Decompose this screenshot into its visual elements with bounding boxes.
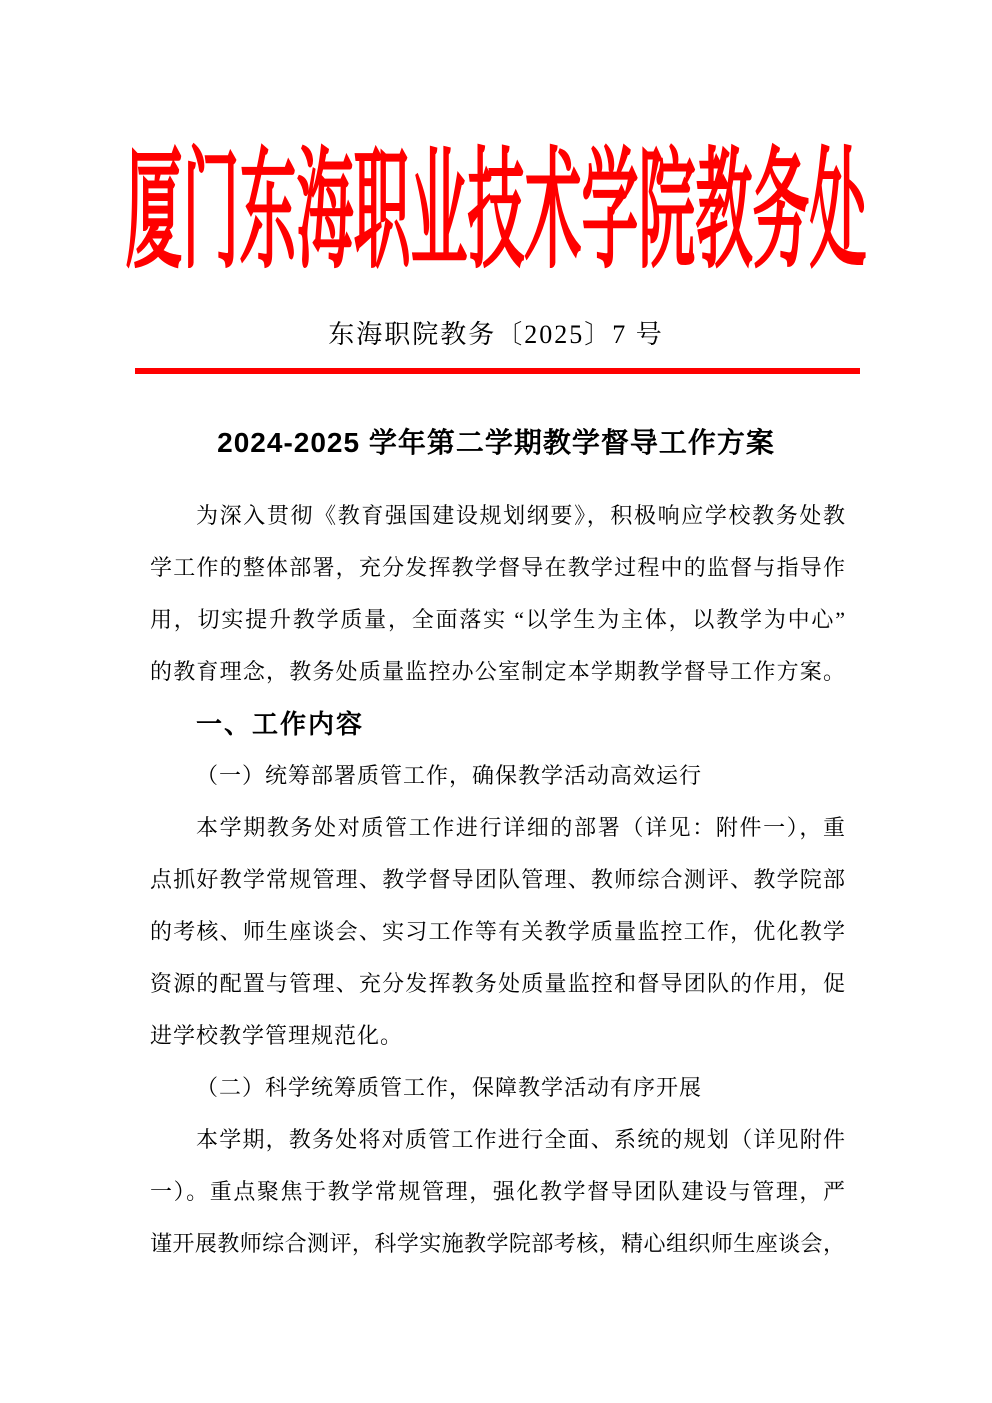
letterhead-org-name: 厦门东海职业技术学院教务处 xyxy=(125,140,867,286)
body-line: （一）统筹部署质管工作，确保教学活动高效运行 xyxy=(196,763,703,788)
body-line: 谨开展教师综合测评，科学实施教学院部考核，精心组织师生座谈会， xyxy=(150,1231,845,1256)
body-line: 学工作的整体部署，充分发挥教学督导在教学过程中的监督与指导作 xyxy=(150,555,845,580)
body-line: 资源的配置与管理、充分发挥教务处质量监控和督导团队的作用，促 xyxy=(150,971,845,996)
red-divider-rule xyxy=(135,368,860,374)
body-line: （二）科学统筹质管工作，保障教学活动有序开展 xyxy=(196,1075,703,1100)
body-line: 本学期，教务处将对质管工作进行全面、系统的规划（详见附件 xyxy=(196,1127,845,1152)
document-body xyxy=(150,490,845,1270)
letterhead-doc-number: 东海职院教务〔2025〕7 号 xyxy=(328,320,664,349)
document-title: 2024-2025 学年第二学期教学督导工作方案 xyxy=(217,427,775,458)
body-line: 用，切实提升教学质量，全面落实 “以学生为主体，以教学为中心” xyxy=(150,607,845,632)
body-line: 进学校教学管理规范化。 xyxy=(150,1023,404,1048)
body-line: 的考核、师生座谈会、实习工作等有关教学质量监控工作，优化教学 xyxy=(150,919,845,944)
section-heading: 一、工作内容 xyxy=(196,709,365,739)
body-line: 的教育理念，教务处质量监控办公室制定本学期教学督导工作方案。 xyxy=(150,659,845,684)
body-line: 本学期教务处对质管工作进行详细的部署（详见：附件一），重 xyxy=(196,815,845,840)
body-line: 一）。重点聚焦于教学常规管理，强化教学督导团队建设与管理，严 xyxy=(150,1179,845,1204)
body-line: 点抓好教学常规管理、教学督导团队管理、教师综合测评、教学院部 xyxy=(150,867,845,892)
body-line: 为深入贯彻《教育强国建设规划纲要》，积极响应学校教务处教 xyxy=(196,503,845,528)
